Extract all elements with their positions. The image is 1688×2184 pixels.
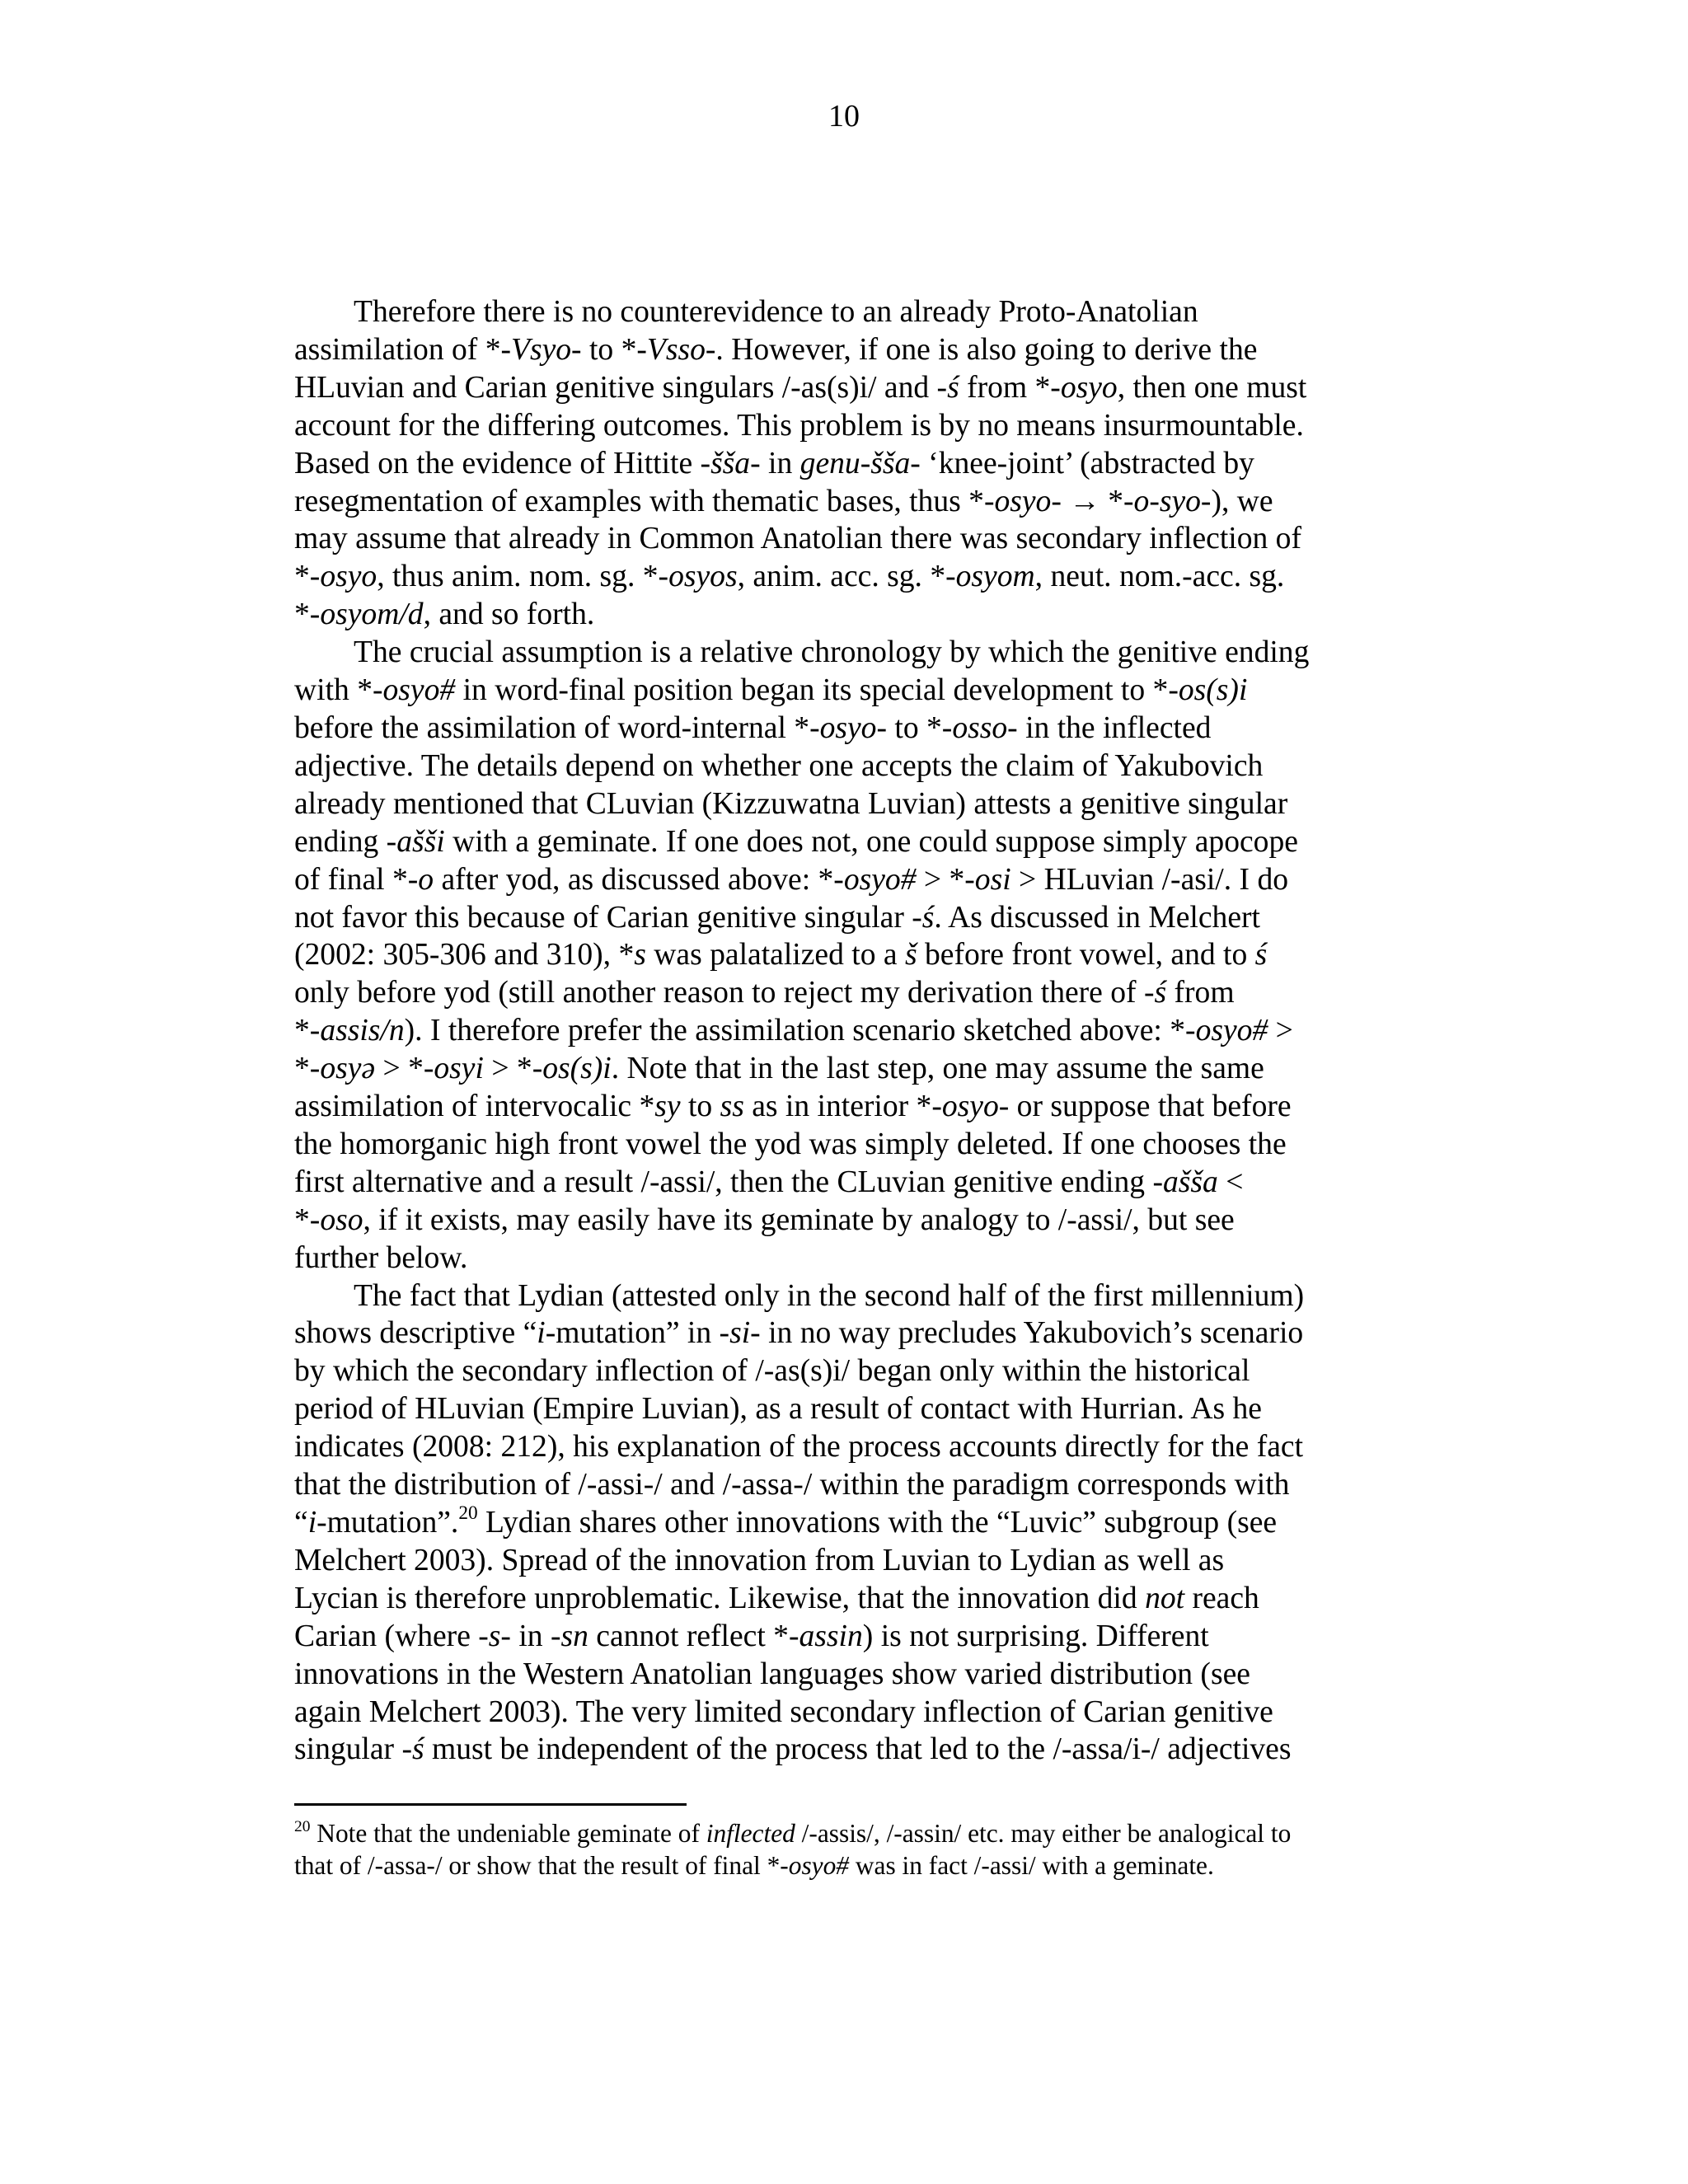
text-run: The fact that Lydian (attested only in the second half of the first millennium) bbox=[354, 1278, 1305, 1313]
text-line bbox=[294, 748, 1399, 785]
text-line bbox=[294, 1818, 1399, 1850]
italic-term: Vsyo- bbox=[511, 332, 582, 367]
text-line bbox=[294, 823, 1399, 861]
text-line bbox=[294, 1694, 1399, 1732]
text-run: again Melchert 2003). The very limited secondary inflection of Carian genitive bbox=[294, 1694, 1273, 1729]
italic-term: š bbox=[904, 938, 917, 972]
italic-term: ašša bbox=[1162, 1165, 1218, 1199]
text-line bbox=[294, 1277, 1399, 1315]
text-line bbox=[294, 634, 1399, 672]
text-run: to bbox=[680, 1090, 720, 1124]
text-run: /-assis/, /-assin/ etc. may either be analogical to bbox=[795, 1819, 1292, 1848]
text-line bbox=[294, 520, 1399, 558]
text-run: ), we bbox=[1211, 484, 1273, 518]
italic-term: not bbox=[1145, 1581, 1185, 1615]
text-run: shows descriptive “ bbox=[294, 1316, 537, 1351]
text-line bbox=[294, 1618, 1399, 1656]
text-run: in word-final position began its special development to *- bbox=[455, 673, 1179, 708]
text-run: adjective. The details depend on whether one accepts the claim of Yakubovich bbox=[294, 748, 1264, 783]
text-run: , neut. nom.-acc. sg. bbox=[1034, 560, 1285, 594]
text-run: , thus anim. nom. sg. *- bbox=[377, 560, 669, 594]
text-run: > HLuvian /-asi/. I do bbox=[1010, 862, 1289, 897]
text-line bbox=[294, 1580, 1399, 1618]
italic-term: ašši bbox=[396, 824, 445, 859]
text-line bbox=[294, 861, 1399, 899]
italic-term: osyi bbox=[434, 1052, 484, 1086]
text-run: as in interior *- bbox=[743, 1090, 942, 1124]
text-run: reach bbox=[1184, 1581, 1259, 1615]
text-run: was in fact /-assi/ with a geminate. bbox=[849, 1850, 1214, 1880]
text-line bbox=[294, 445, 1399, 483]
text-line bbox=[294, 1240, 1399, 1277]
text-run: “ bbox=[294, 1506, 308, 1540]
italic-term: ś bbox=[1154, 976, 1167, 1010]
text-run: with a geminate. If one does not, one could suppose simply apocope bbox=[444, 824, 1298, 859]
text-line bbox=[294, 1352, 1399, 1390]
text-run: Melchert 2003). Spread of the innovation from Luvian to Lydian as well as bbox=[294, 1543, 1225, 1577]
italic-term: genu-šša- bbox=[799, 446, 921, 480]
text-run: period of HLuvian (Empire Luvian), as a result of contact with Hurrian. As he bbox=[294, 1392, 1262, 1427]
text-run: was palatalized to a bbox=[645, 938, 905, 972]
italic-term: osyos bbox=[668, 560, 738, 594]
text-line bbox=[294, 407, 1399, 445]
text-run: that of /-assa-/ or show that the result of final *- bbox=[294, 1850, 789, 1880]
text-line bbox=[294, 1050, 1399, 1088]
italic-term: osyo- bbox=[819, 710, 887, 745]
text-line bbox=[294, 1126, 1399, 1164]
paragraph bbox=[294, 293, 1399, 634]
italic-term: ś bbox=[921, 900, 935, 935]
footnotes bbox=[294, 1818, 1399, 1882]
text-run: by which the secondary inflection of /-as(s)i/ began only within the historical bbox=[294, 1354, 1250, 1389]
text-run: of final *- bbox=[294, 862, 419, 897]
text-run: > *- bbox=[916, 862, 975, 897]
text-run: or suppose that before bbox=[1009, 1090, 1292, 1124]
text-run: > *- bbox=[375, 1052, 434, 1086]
text-line bbox=[294, 1428, 1399, 1466]
text-run: with *- bbox=[294, 673, 383, 708]
text-line bbox=[294, 1012, 1399, 1050]
text-line bbox=[294, 710, 1399, 748]
text-run: resegmentation of examples with thematic bases, thus *- bbox=[294, 484, 995, 518]
footnote bbox=[294, 1818, 1399, 1882]
text-run: from *- bbox=[959, 370, 1061, 405]
text-run: before the assimilation of word-internal *- bbox=[294, 710, 820, 745]
text-run: > bbox=[1268, 1014, 1293, 1048]
text-run: to *- bbox=[581, 332, 647, 367]
text-run: further below. bbox=[294, 1240, 468, 1275]
text-run: in - bbox=[510, 1619, 561, 1653]
text-line bbox=[294, 1542, 1399, 1580]
text-run: , anim. acc. sg. *- bbox=[737, 560, 956, 594]
italic-term: osyo bbox=[1060, 370, 1118, 405]
italic-term: osyo- bbox=[941, 1090, 1010, 1124]
text-run: Lydian shares other innovations with the “Luvic” subgroup (see bbox=[477, 1506, 1278, 1540]
text-line bbox=[294, 1390, 1399, 1428]
italic-term: os(s)i bbox=[1178, 673, 1248, 708]
text-line bbox=[294, 974, 1399, 1012]
text-run: , then one must bbox=[1117, 370, 1307, 405]
text-run: cannot reflect *- bbox=[588, 1619, 799, 1653]
text-run: ending - bbox=[294, 824, 397, 859]
footnote-divider bbox=[294, 1803, 687, 1806]
text-run: innovations in the Western Anatolian languages show varied distribution (see bbox=[294, 1657, 1250, 1691]
text-run: (2002: 305-306 and 310), * bbox=[294, 938, 635, 972]
text-run: ). I therefore prefer the assimilation scenario sketched above: *- bbox=[404, 1014, 1196, 1048]
italic-term: osyo- bbox=[994, 484, 1062, 518]
text-run: Lycian is therefore unproblematic. Likewise, that the innovation did bbox=[294, 1581, 1146, 1615]
text-run: assimilation of *- bbox=[294, 332, 512, 367]
text-run: before front vowel, and to bbox=[917, 938, 1255, 972]
italic-term: s bbox=[634, 938, 646, 972]
italic-term: oso bbox=[320, 1202, 363, 1237]
text-run: → *- bbox=[1061, 484, 1134, 518]
text-run: ) is not surprising. Different bbox=[862, 1619, 1209, 1653]
text-run: already mentioned that CLuvian (Kizzuwatna Luvian) attests a genitive singular bbox=[294, 786, 1288, 821]
text-run: assimilation of intervocalic * bbox=[294, 1090, 655, 1124]
italic-term: sn bbox=[560, 1619, 588, 1653]
italic-term: osyə bbox=[320, 1052, 376, 1086]
italic-term: inflected bbox=[706, 1819, 795, 1848]
text-run: ‘knee-joint’ (abstracted by bbox=[920, 446, 1254, 480]
italic-term: osyo# bbox=[788, 1850, 849, 1880]
text-run: -mutation” in - bbox=[545, 1316, 730, 1351]
italic-term: osyo# bbox=[1195, 1014, 1268, 1048]
text-line bbox=[294, 293, 1399, 331]
text-run: singular - bbox=[294, 1732, 412, 1767]
body-text bbox=[294, 293, 1399, 1769]
text-run: Note that the undeniable geminate of bbox=[310, 1819, 706, 1848]
italic-term: Vsso- bbox=[646, 332, 716, 367]
text-line bbox=[294, 1466, 1399, 1504]
text-run: The crucial assumption is a relative chronology by which the genitive ending bbox=[354, 635, 1310, 670]
text-run: . Note that in the last step, one may assume the same bbox=[611, 1052, 1264, 1086]
paragraph bbox=[294, 1277, 1399, 1769]
text-line bbox=[294, 369, 1399, 407]
text-run: *- bbox=[294, 1052, 321, 1086]
italic-term: assis/n bbox=[320, 1014, 405, 1048]
text-run: *- bbox=[294, 560, 321, 594]
text-run: indicates (2008: 212), his explanation of the process accounts directly for the fact bbox=[294, 1430, 1304, 1465]
italic-term: osyom/d bbox=[320, 598, 424, 632]
italic-term: osyo# bbox=[843, 862, 917, 897]
italic-term: ś bbox=[411, 1732, 424, 1767]
text-line bbox=[294, 785, 1399, 823]
italic-term: s- bbox=[488, 1619, 511, 1653]
text-run: Carian (where - bbox=[294, 1619, 489, 1653]
italic-term: i bbox=[307, 1506, 317, 1540]
text-run: the homorganic high front vowel the yod was simply deleted. If one chooses the bbox=[294, 1127, 1287, 1161]
text-line bbox=[294, 558, 1399, 596]
text-run: account for the differing outcomes. This problem is by no means insurmountable. bbox=[294, 408, 1304, 443]
italic-term: šša- bbox=[710, 446, 761, 480]
text-run: HLuvian and Carian genitive singulars /-as(s)i/ and - bbox=[294, 370, 948, 405]
text-run: > *- bbox=[483, 1052, 543, 1086]
text-line bbox=[294, 1850, 1399, 1882]
italic-term: ś bbox=[947, 370, 959, 405]
text-line bbox=[294, 1164, 1399, 1202]
text-line bbox=[294, 1202, 1399, 1240]
italic-term: o bbox=[418, 862, 434, 897]
text-run: *- bbox=[294, 598, 321, 632]
text-run: only before yod (still another reason to reject my derivation there of - bbox=[294, 976, 1155, 1010]
italic-term: osyo bbox=[320, 560, 377, 594]
text-run: . However, if one is also going to derive the bbox=[715, 332, 1258, 367]
italic-term: os(s)i bbox=[542, 1052, 612, 1086]
text-run: -mutation”. bbox=[316, 1506, 459, 1540]
italic-term: osso- bbox=[952, 710, 1018, 745]
text-run: in bbox=[760, 446, 800, 480]
italic-term: osyom bbox=[955, 560, 1035, 594]
italic-term: assin bbox=[799, 1619, 863, 1653]
text-run: must be independent of the process that led to the /-assa/i-/ adjectives bbox=[424, 1732, 1292, 1767]
text-run: , if it exists, may easily have its geminate by analogy to /-assi/, but see bbox=[363, 1202, 1235, 1237]
text-run: after yod, as discussed above: *- bbox=[434, 862, 844, 897]
text-run: not favor this because of Carian genitive singular - bbox=[294, 900, 922, 935]
text-run: < bbox=[1217, 1165, 1244, 1199]
text-run: . As discussed in Melchert bbox=[934, 900, 1260, 935]
italic-term: ś bbox=[1254, 938, 1268, 972]
footnote-ref: 20 bbox=[458, 1502, 478, 1525]
page-number: 10 bbox=[828, 99, 860, 134]
text-line bbox=[294, 331, 1399, 369]
italic-term: o-syo- bbox=[1133, 484, 1212, 518]
text-line bbox=[294, 483, 1399, 521]
text-run: *- bbox=[294, 1014, 321, 1048]
text-run: from bbox=[1166, 976, 1235, 1010]
text-line bbox=[294, 1315, 1399, 1352]
italic-term: si- bbox=[729, 1316, 761, 1351]
italic-term: osyo# bbox=[382, 673, 456, 708]
text-run: may assume that already in Common Anatolian there was secondary inflection of bbox=[294, 522, 1301, 556]
text-run: in the inflected bbox=[1017, 710, 1212, 745]
text-line bbox=[294, 1656, 1399, 1694]
italic-term: i bbox=[537, 1316, 546, 1351]
text-run: first alternative and a result /-assi/, then the CLuvian genitive ending - bbox=[294, 1165, 1163, 1199]
text-line bbox=[294, 596, 1399, 634]
italic-term: sy bbox=[654, 1090, 681, 1124]
text-run: in no way precludes Yakubovich’s scenario bbox=[760, 1316, 1304, 1351]
italic-term: ss bbox=[720, 1090, 744, 1124]
text-line bbox=[294, 936, 1399, 974]
text-run: Based on the evidence of Hittite - bbox=[294, 446, 711, 480]
text-run: Therefore there is no counterevidence to an already Proto-Anatolian bbox=[354, 295, 1198, 329]
text-run: that the distribution of /-assi-/ and /-assa-/ within the paradigm corresponds with bbox=[294, 1468, 1290, 1502]
text-line bbox=[294, 672, 1399, 710]
footnote-ref: 20 bbox=[294, 1817, 311, 1835]
text-run: *- bbox=[294, 1202, 321, 1237]
text-run: to *- bbox=[887, 710, 953, 745]
text-line bbox=[294, 1504, 1399, 1542]
paragraph bbox=[294, 634, 1399, 1277]
text-line bbox=[294, 1088, 1399, 1126]
text-line bbox=[294, 1731, 1399, 1769]
text-line bbox=[294, 899, 1399, 937]
italic-term: osi bbox=[974, 862, 1011, 897]
text-run: , and so forth. bbox=[423, 598, 595, 632]
